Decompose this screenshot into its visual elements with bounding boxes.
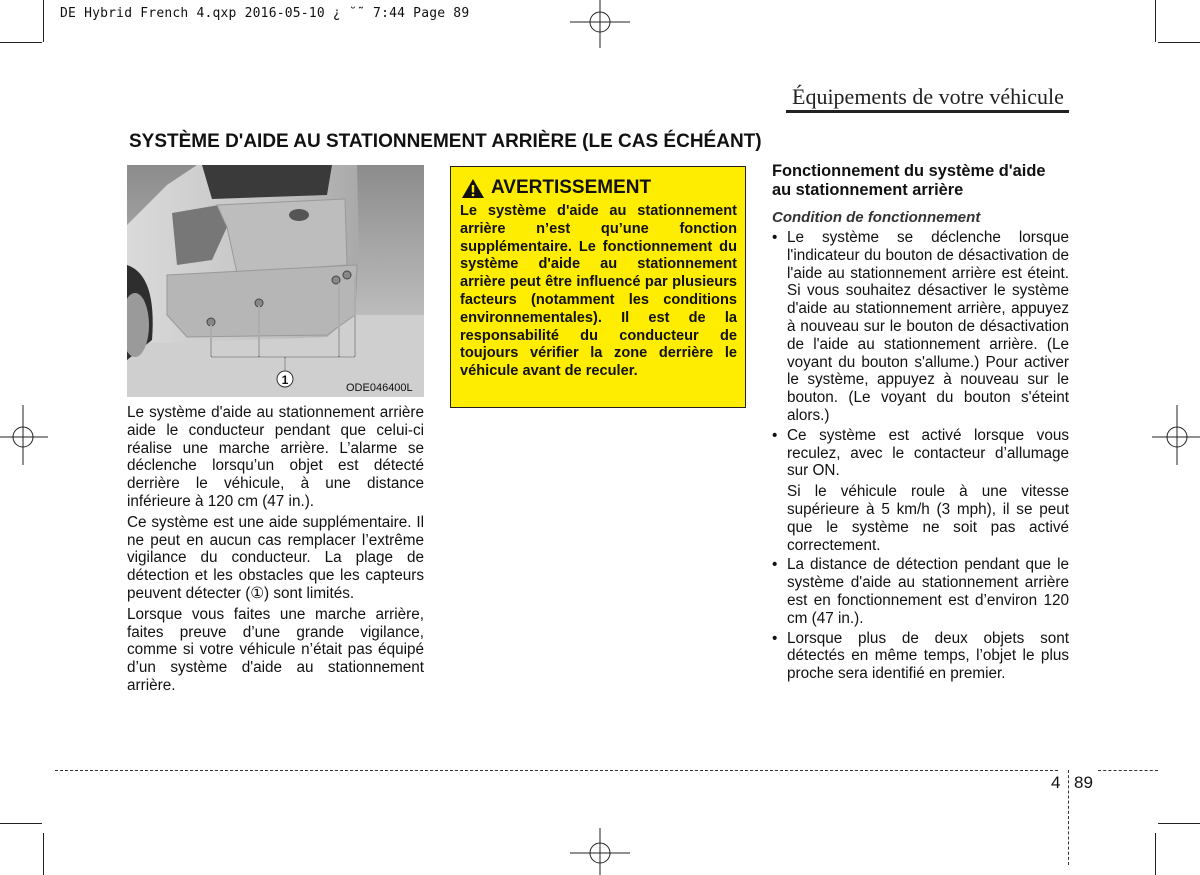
figure-code: ODE046400L	[346, 382, 413, 394]
crop-mark-top-left-h	[0, 42, 42, 43]
list-item-text: Ce système est activé lorsque vous reculez, avec le contacteur d’allumage sur ON.	[787, 426, 1069, 480]
list-item	[772, 630, 1069, 683]
footer-separator	[1068, 770, 1069, 865]
callout-number: 1	[281, 373, 289, 387]
rear-parking-sensor-illustration	[127, 165, 424, 397]
crop-mark-top-right-h	[1158, 42, 1200, 43]
crop-mark-bottom-right-v	[1155, 833, 1156, 875]
list-item	[772, 229, 1069, 425]
warning-title: AVERTISSEMENT	[491, 177, 652, 198]
car-rear-drawing	[127, 165, 424, 397]
footer-rule-right	[1098, 770, 1158, 771]
warning-triangle-icon	[461, 178, 485, 199]
crop-mark-bottom-left-h	[0, 823, 42, 824]
limitation-paragraph: Ce système est une aide supplémentaire. Il ne peut en aucun cas remplacer l’extrême vigilance du conducteur. La plage de détection et les obstacles que les capteurs peuvent détecter (①) sont limités.	[127, 513, 424, 602]
subsection-title: Fonctionnement du système d'aide au stationnement arrière	[772, 162, 1046, 199]
condition-list	[772, 229, 1069, 683]
registration-mark-right	[1150, 405, 1200, 465]
crop-mark-bottom-right-h	[1158, 823, 1200, 824]
page-title: SYSTÈME D'AIDE AU STATIONNEMENT ARRIÈRE (LE CAS ÉCHÉANT)	[129, 131, 762, 152]
warning-text: Le système d'aide au stationnement arrière n’est qu’une fonction supplémentaire. Le fonctionnement du système d'aide au stationnement arrière peut être influencé par plusieurs facteurs (notamment les conditions environnementales). Il est de la responsabilité du conducteur de toujours vérifier la zone derrière le véhicule avant de reculer.	[460, 203, 737, 380]
vigilance-paragraph: Lorsque vous faites une marche arrière, faites preuve d’une grande vigilance, comme si votre véhicule n’était pas équipé d’un système d'aide au stationnement arrière.	[127, 605, 424, 694]
list-item	[772, 427, 1069, 555]
crop-mark-top-right-v	[1155, 0, 1156, 42]
crop-mark-top-left-v	[43, 0, 44, 42]
footer-rule-left	[55, 770, 1058, 771]
right-column	[772, 162, 1069, 685]
intro-paragraph: Le système d'aide au stationnement arrière aide le conducteur pendant que celui-ci réalise une marche arrière. L’alarme se déclenche lorsqu’un objet est détecté derrière le véhicule, à une distance inférieure à 120 cm (47 in.).	[127, 404, 424, 510]
registration-mark-bottom	[570, 828, 630, 875]
list-item-text: Le système se déclenche lorsque l'indicateur du bouton de désactivation de l'aide au stationnement arrière est éteint. Si vous souhaitez désactiver le système d'aide au stationnement arrière, appuyez à nouveau sur le bouton de désactivation de l'aide au stationnement arrière. (Le voyant du bouton s'allume.) Pour activer le système, appuyez à nouveau sur le bouton. (Le voyant du bouton s'éteint alors.)	[787, 229, 1069, 424]
warning-box	[450, 166, 746, 408]
section-title: Équipements de votre véhicule	[792, 84, 1064, 109]
list-item-text: Lorsque plus de deux objets sont détectés en même temps, l’objet le plus proche sera identifié en premier.	[787, 629, 1069, 683]
registration-mark-left	[0, 405, 50, 465]
header-rule	[786, 110, 1069, 113]
print-header: DE Hybrid French 4.qxp 2016-05-10 ¿ ˘˜ 7:44 Page 89	[60, 6, 470, 21]
warning-header	[461, 177, 651, 199]
condition-heading: Condition de fonctionnement	[772, 209, 981, 226]
list-item	[772, 556, 1069, 627]
chapter-number: 4	[1051, 773, 1061, 792]
left-column	[127, 404, 424, 698]
list-item-followup: Si le véhicule roule à une vitesse supérieure à 5 km/h (3 mph), il se peut que le système ne soit pas activé correctement.	[787, 483, 1069, 554]
page-number: 89	[1074, 773, 1093, 792]
registration-mark-top	[570, 0, 630, 50]
crop-mark-bottom-left-v	[43, 833, 44, 875]
list-item-text: La distance de détection pendant que le système d'aide au stationnement arrière est en fonctionnement est d’environ 120 cm (47 in.).	[787, 556, 1069, 627]
